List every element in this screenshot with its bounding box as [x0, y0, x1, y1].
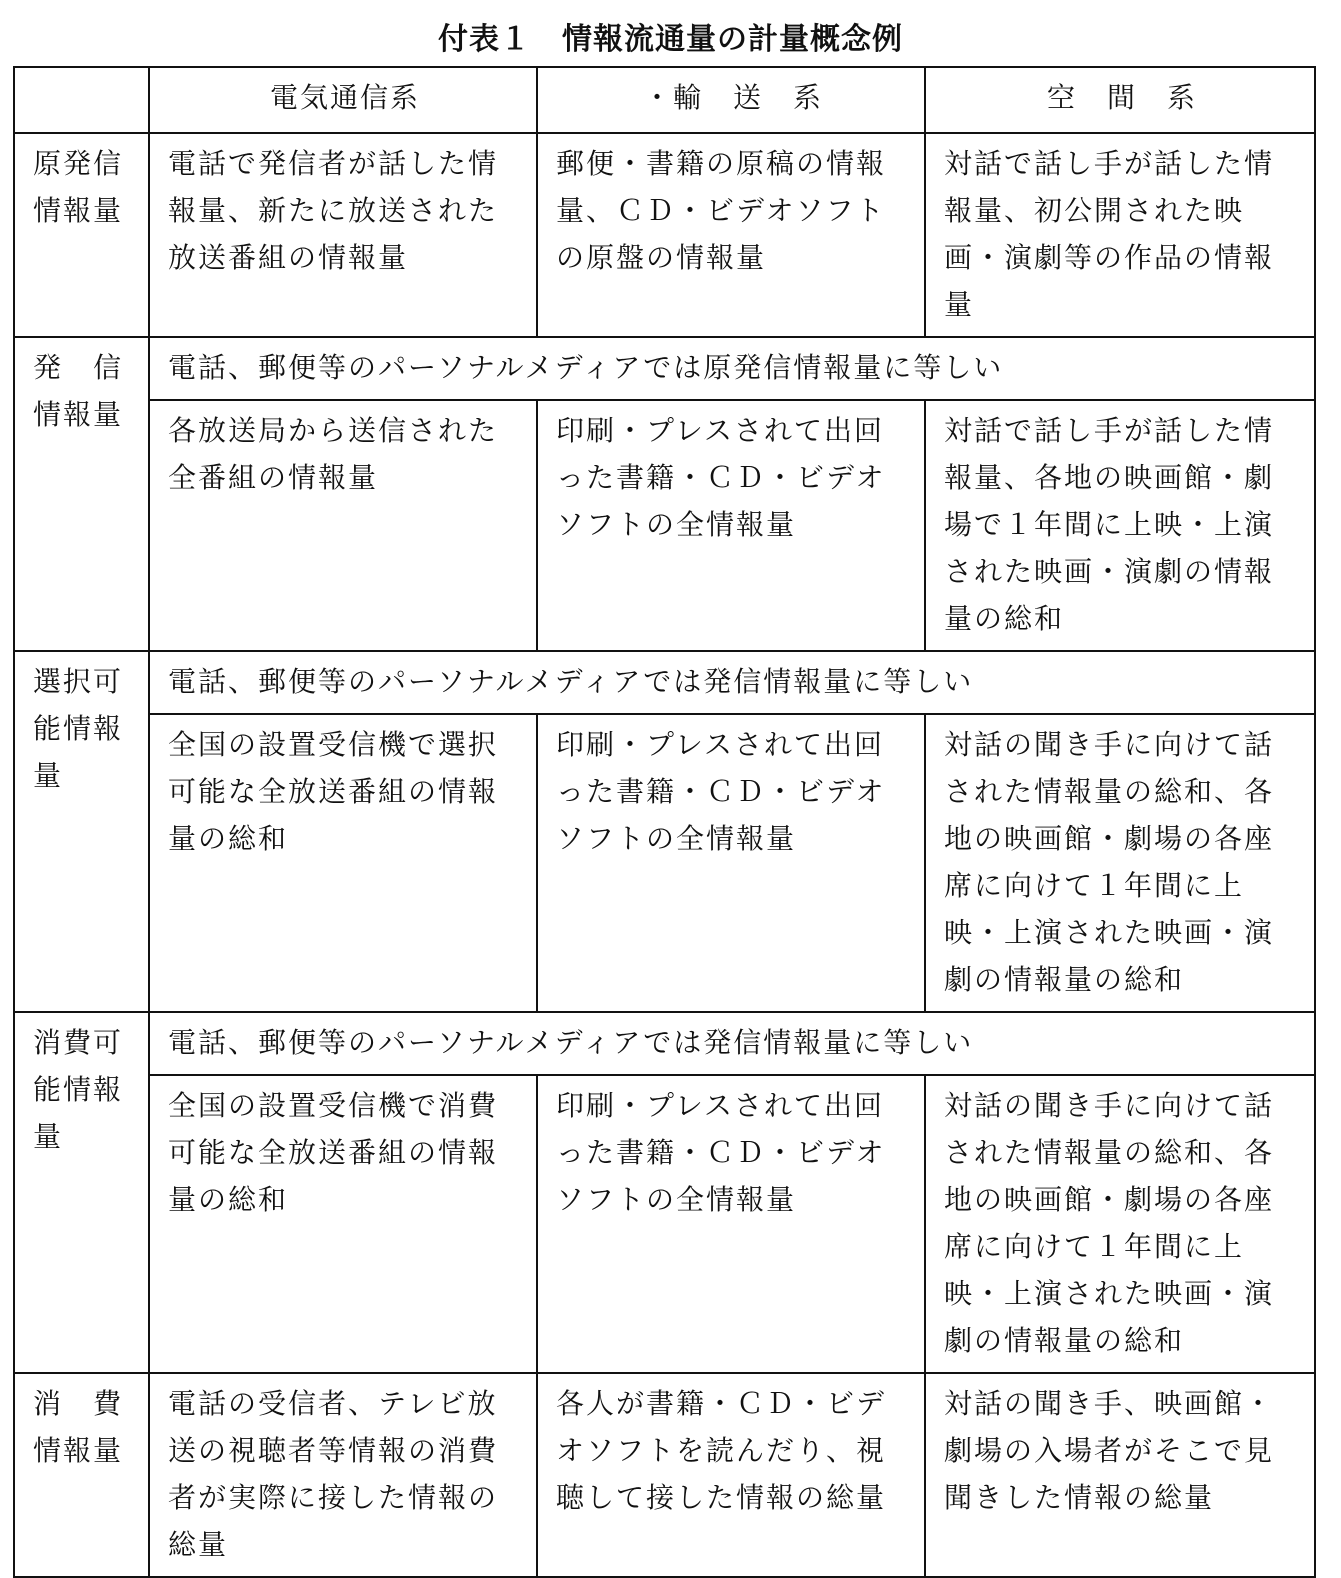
table-cell: 電話の受信者、テレビ放送の視聴者等情報の消費者が実際に接した情報の総量 [149, 1373, 537, 1577]
row-label: 消 費情報量 [14, 1373, 149, 1577]
table-cell: 印刷・プレスされて出回った書籍・ＣＤ・ビデオソフトの全情報量 [537, 400, 925, 651]
table-cell: 印刷・プレスされて出回った書籍・ＣＤ・ビデオソフトの全情報量 [537, 714, 925, 1012]
column-header-space: 空 間 系 [925, 67, 1315, 133]
table-cell: 対話の聞き手、映画館・劇場の入場者がそこで見聞きした情報の総量 [925, 1373, 1315, 1577]
table-row [14, 1075, 1315, 1373]
row-note: 電話、郵便等のパーソナルメディアでは発信情報量に等しい [149, 651, 1315, 714]
table-row [14, 1373, 1315, 1577]
table-row [14, 133, 1315, 337]
info-flow-table [13, 66, 1316, 1578]
table-cell: 郵便・書籍の原稿の情報量、ＣＤ・ビデオソフトの原盤の情報量 [537, 133, 925, 337]
table-row [14, 400, 1315, 651]
table-cell: 全国の設置受信機で選択可能な全放送番組の情報量の総和 [149, 714, 537, 1012]
table-title: 付表１ 情報流通量の計量概念例 [438, 22, 903, 57]
table-cell: 全国の設置受信機で消費可能な全放送番組の情報量の総和 [149, 1075, 537, 1373]
row-note: 電話、郵便等のパーソナルメディアでは原発信情報量に等しい [149, 337, 1315, 400]
table-row [14, 714, 1315, 1012]
table-cell: 対話で話し手が話した情報量、各地の映画館・劇場で１年間に上映・上演された映画・演劇の情報量の総和 [925, 400, 1315, 651]
corner-cell [14, 67, 149, 133]
row-label: 原発信情報量 [14, 133, 149, 337]
table-row [14, 651, 1315, 714]
column-header-telecom: 電気通信系 [149, 67, 537, 133]
table-cell: 各放送局から送信された全番組の情報量 [149, 400, 537, 651]
row-label: 発 信情報量 [14, 337, 149, 651]
row-note: 電話、郵便等のパーソナルメディアでは発信情報量に等しい [149, 1012, 1315, 1075]
header-row [14, 67, 1315, 133]
table-cell: 対話の聞き手に向けて話された情報量の総和、各地の映画館・劇場の各座席に向けて１年間に上映・上演された映画・演劇の情報量の総和 [925, 714, 1315, 1012]
column-header-transport: ・輸 送 系 [537, 67, 925, 133]
table-cell: 対話の聞き手に向けて話された情報量の総和、各地の映画館・劇場の各座席に向けて１年間に上映・上演された映画・演劇の情報量の総和 [925, 1075, 1315, 1373]
row-label: 選択可能情報量 [14, 651, 149, 1012]
table-row [14, 1012, 1315, 1075]
table-cell: 各人が書籍・ＣＤ・ビデオソフトを読んだり、視聴して接した情報の総量 [537, 1373, 925, 1577]
table-cell: 電話で発信者が話した情報量、新たに放送された放送番組の情報量 [149, 133, 537, 337]
table-cell: 印刷・プレスされて出回った書籍・ＣＤ・ビデオソフトの全情報量 [537, 1075, 925, 1373]
row-label: 消費可能情報量 [14, 1012, 149, 1373]
table-cell: 対話で話し手が話した情報量、初公開された映画・演劇等の作品の情報量 [925, 133, 1315, 337]
table-row [14, 337, 1315, 400]
